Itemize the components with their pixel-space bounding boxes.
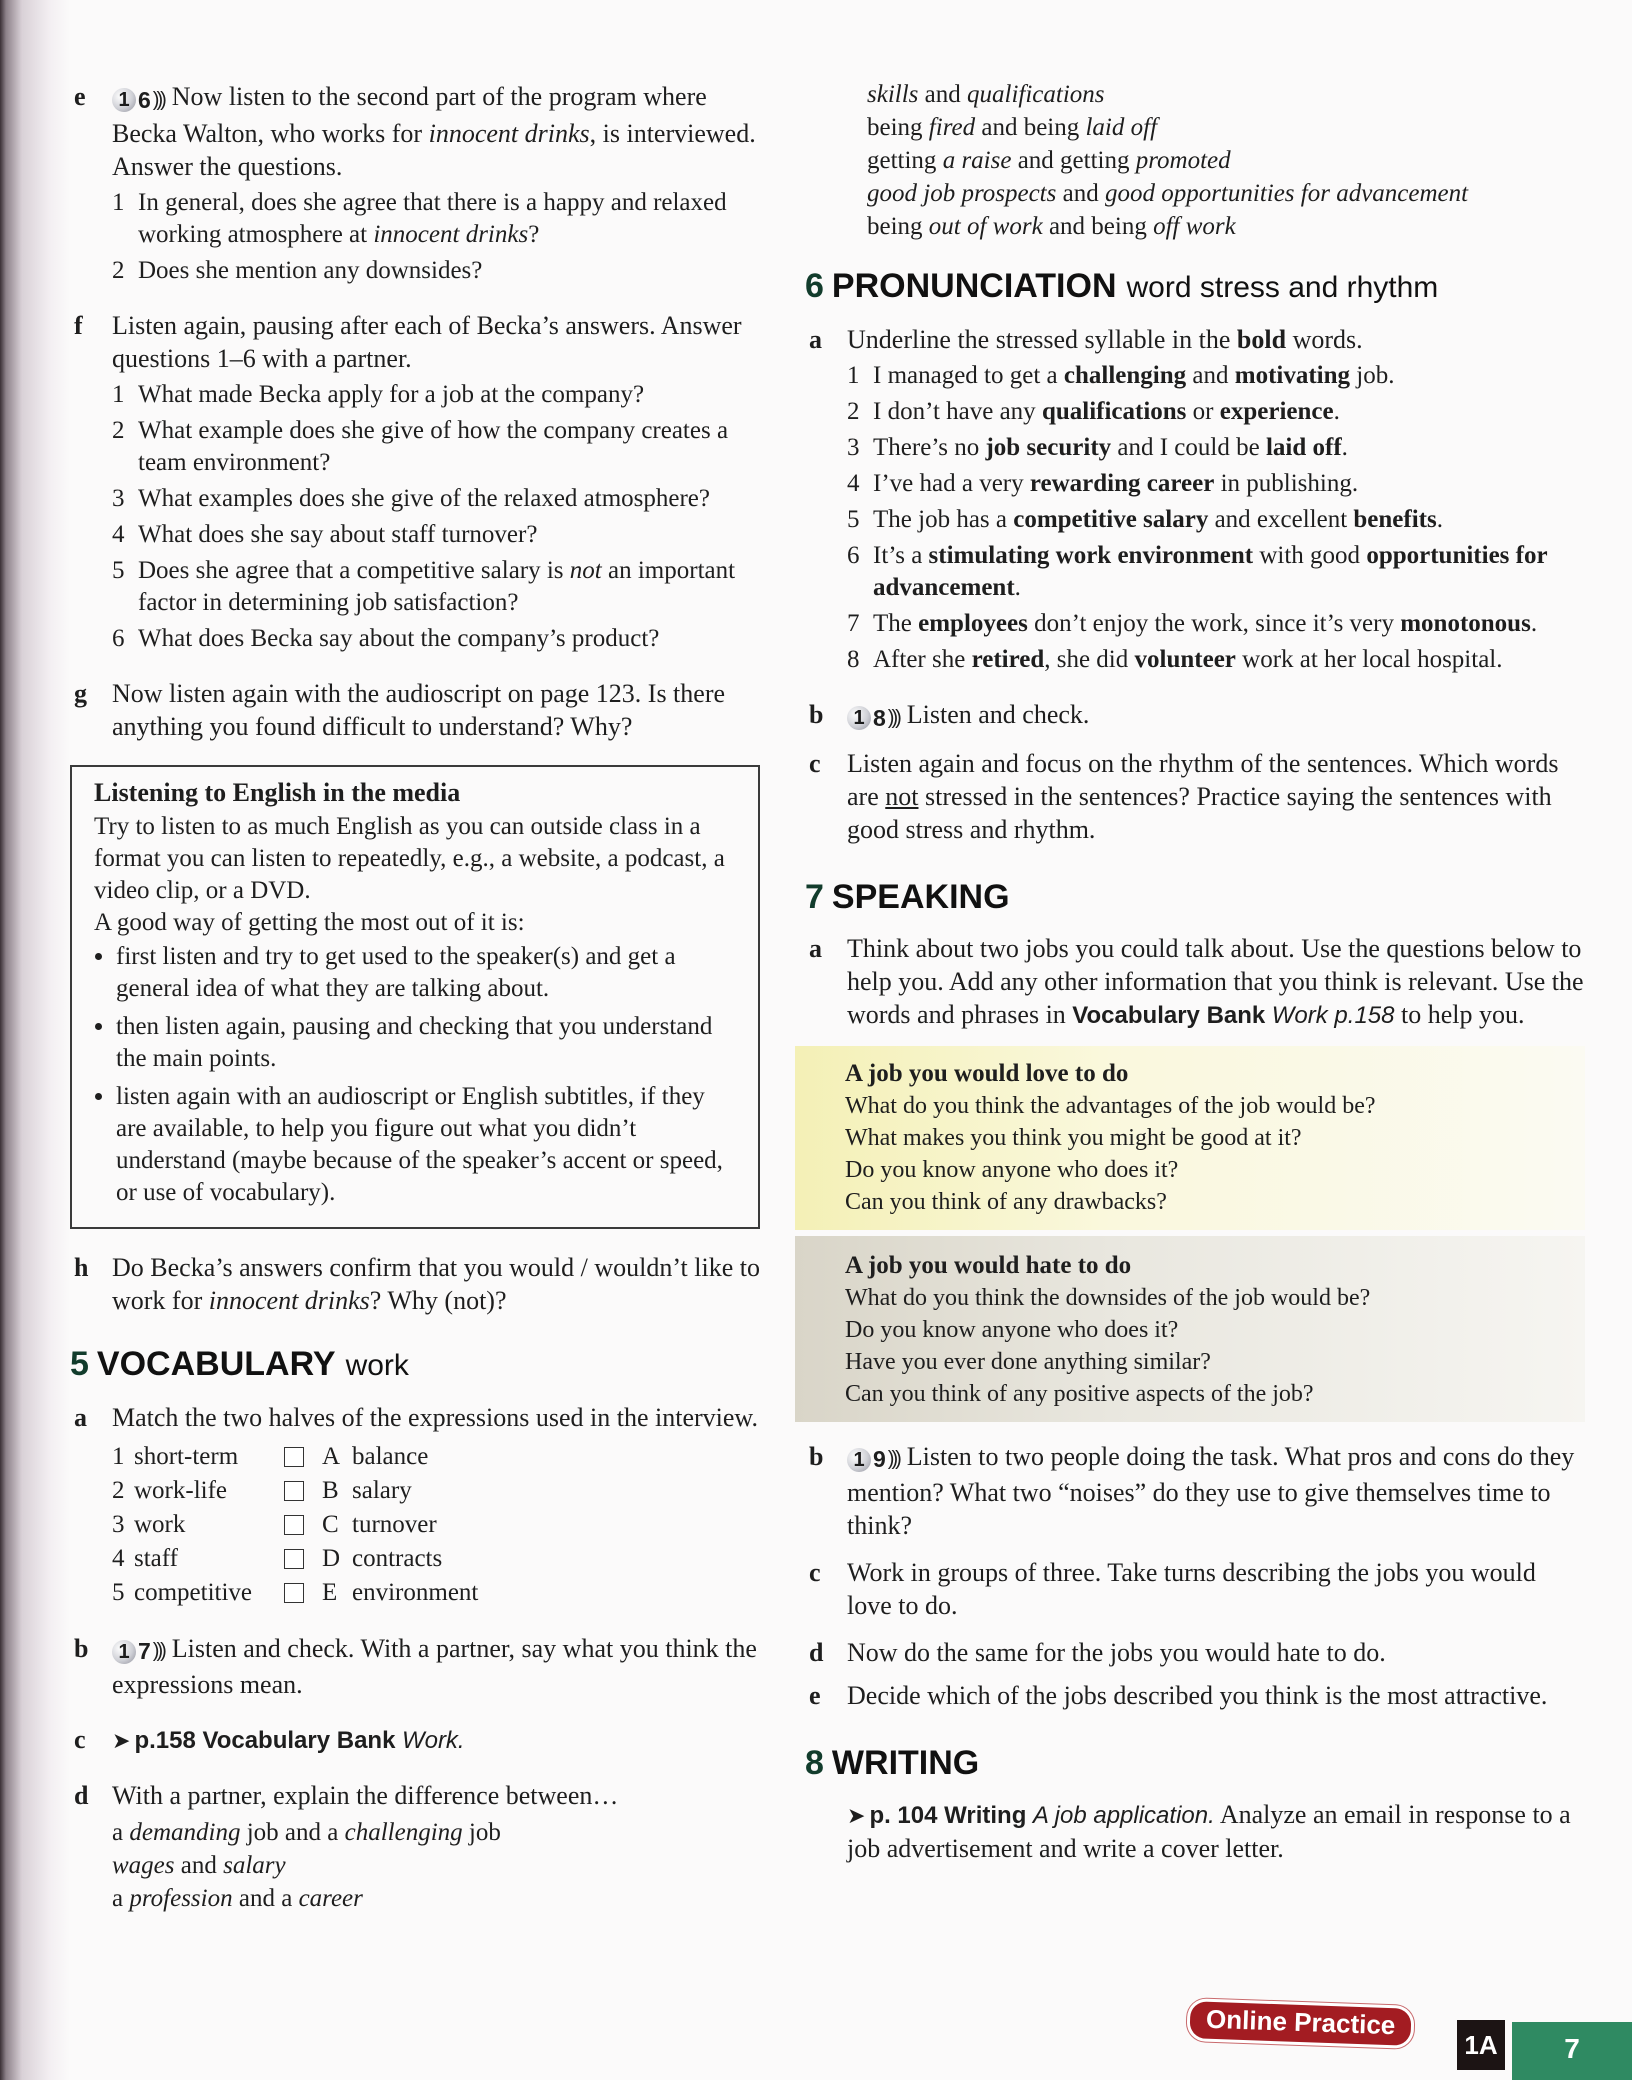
- audio-waves-icon: ))): [152, 1640, 164, 1662]
- tip-bullet: • first listen and try to get used to the speaker(s) and get a general idea of what they are talking about.: [116, 941, 740, 1005]
- word-pair: getting a raise and getting promoted: [867, 147, 1231, 174]
- prompt-question: Do you know anyone who does it?: [845, 1156, 1179, 1183]
- exercise-4f: f Listen again, pausing after each of Becka’s answers. Answer questions 1–6 with a partner. 1 What made Becka apply for a job at the company? 2 What example does she give of how the company creates a team environment? 3 What examples does she give of the relaxed atmosphere? 4 What does she say about staff turnover? 5 Does she agree that a competitive salary is not an important factor in determining job satisfaction? 6 What does Becka say about the company’s product?: [70, 309, 760, 655]
- sentence-item: 4 I’ve had a very rewarding career in publishing.: [847, 470, 1359, 497]
- love-job-box: [795, 1046, 1585, 1230]
- exercise-5c: [70, 1723, 760, 1757]
- love-job-title: A job you would love to do: [845, 1059, 1129, 1087]
- exercise-4g: g Now listen again with the audioscript on page 123. Is there anything you found difficult to understand? Why?: [74, 678, 726, 741]
- hate-job-box: [795, 1236, 1585, 1422]
- hate-job-title: A job you would hate to do: [845, 1251, 1132, 1279]
- tip-bullet: • listen again with an audioscript or English subtitles, if they are available, to help you figure out what you didn’t understand (maybe because of the speaker’s accent or speed, or use of vocabulary).: [116, 1081, 740, 1209]
- left-column: [70, 80, 760, 1937]
- speaking-prompt-boxes: [795, 1046, 1585, 1422]
- sentence-item: 5 The job has a competitive salary and excellent benefits.: [847, 506, 1443, 533]
- sentence-item: 8 After she retired, she did volunteer work at her local hospital.: [847, 646, 1503, 673]
- answer-checkbox[interactable]: [284, 1481, 304, 1501]
- section-number: 5: [70, 1344, 89, 1383]
- exercise-letter: b: [809, 1441, 824, 1471]
- section-heading-speaking: 7 SPEAKING: [805, 877, 1010, 916]
- section-heading-vocabulary: 5 VOCABULARY work: [70, 1344, 409, 1383]
- word-pair: being out of work and being off work: [867, 213, 1236, 240]
- exercise-letter: c: [809, 1558, 821, 1587]
- arrow-icon: ➤: [847, 1803, 866, 1828]
- section-heading-writing: 8 WRITING: [805, 1744, 980, 1782]
- exercise-letter: a: [809, 933, 822, 963]
- word-pair: wages and salary: [112, 1852, 286, 1879]
- sentence-item: 3 There’s no job security and I could be laid off.: [847, 434, 1348, 461]
- word-pair-list-continued: [867, 78, 1585, 243]
- exercise-letter: f: [74, 310, 83, 340]
- question-item: 2 Does she mention any downsides?: [112, 256, 483, 284]
- prompt-question: Can you think of any drawbacks?: [845, 1188, 1167, 1215]
- word-pair: a profession and a career: [112, 1885, 363, 1912]
- exercise-7b: b 1 9 ))) Listen to two people doing the task. What pros and cons do they mention? What two “noises” do they use to give themselves time to think?: [809, 1441, 1575, 1540]
- word-pair: being fired and being laid off: [867, 114, 1158, 141]
- exercise-letter: c: [809, 748, 821, 778]
- match-row: 2 work-life B salary: [112, 1476, 412, 1504]
- tip-box-lead: A good way of getting the most out of it is:: [94, 908, 525, 936]
- sentence-item: 6 It’s a stimulating work environment with good opportunities for advancement.: [847, 542, 1548, 601]
- exercise-letter: d: [74, 1781, 89, 1810]
- section-number: 6: [805, 267, 824, 305]
- answer-checkbox[interactable]: [284, 1549, 304, 1569]
- book-spine-shadow: [0, 0, 70, 2080]
- exercise-letter: b: [74, 1633, 89, 1663]
- answer-checkbox[interactable]: [284, 1583, 304, 1603]
- audio-track-button[interactable]: 1 7 ))): [112, 1635, 168, 1668]
- exercise-letter: g: [74, 678, 87, 708]
- writing-task: ➤ p. 104 Writing A job application. Analyze an email in response to a job advertisement and write a cover letter.: [847, 1800, 1571, 1863]
- sentence-item: 7 The employees don’t enjoy the work, since it’s very monotonous.: [847, 610, 1538, 637]
- prompt-question: What do you think the downsides of the job would be?: [845, 1284, 1371, 1311]
- tip-bullet: • then listen again, pausing and checking that you understand the main points.: [116, 1011, 740, 1075]
- prompt-question: Can you think of any positive aspects of the job?: [845, 1380, 1314, 1407]
- tip-box-bullets: [94, 941, 740, 1209]
- arrow-icon: ➤: [112, 1728, 131, 1753]
- word-pair: skills and qualifications: [867, 81, 1105, 108]
- tip-box-title: Listening to English in the media: [94, 777, 461, 807]
- question-item: 4 What does she say about staff turnover?: [112, 520, 538, 548]
- exercise-letter: a: [809, 325, 822, 354]
- prompt-question: Have you ever done anything similar?: [845, 1348, 1211, 1375]
- online-practice-button[interactable]: Online Practice: [1189, 2001, 1411, 2046]
- match-row: 3 work C turnover: [112, 1510, 437, 1538]
- exercise-6a: a Underline the stressed syllable in the bold words. 1 I managed to get a challenging and motivating job. 2 I don’t have any qualifications or experience. 3 There’s no job security and I could be laid off. 4 I’ve had a very rewarding career in publishing. 5 The job has a competitive salary and excellent benefits. 6 It’s a stimulating work environment with good opportunities for advancement. 7 The employees don’t enjoy the work, since it’s very monotonous. 8 After she retired, she did volunteer work at her local hospital.: [805, 323, 1585, 676]
- audio-track-button[interactable]: 1 6 ))): [112, 84, 168, 117]
- cd-icon: 1: [847, 706, 871, 730]
- exercise-letter: e: [809, 1681, 821, 1710]
- exercise-7e: e Decide which of the jobs described you think is the most attractive.: [809, 1681, 1548, 1710]
- question-item: 3 What examples does she give of the relaxed atmosphere?: [112, 484, 710, 512]
- answer-checkbox[interactable]: [284, 1515, 304, 1535]
- page-number: 7: [1512, 2022, 1632, 2080]
- question-list: [112, 187, 760, 287]
- matching-list: [112, 1440, 760, 1610]
- match-row: 1 short-term A balance: [112, 1442, 429, 1470]
- question-list: [112, 379, 760, 655]
- tip-box-listening-media: [70, 765, 760, 1229]
- question-item: 1 What made Becka apply for a job at the company?: [112, 380, 645, 408]
- word-pair: good job prospects and good opportunities for advancement: [867, 180, 1469, 207]
- sentence-item: 1 I managed to get a challenging and motivating job.: [847, 362, 1395, 389]
- exercise-7a: a Think about two jobs you could talk about. Use the questions below to help you. Add any other information that you think is relevant. Use the words and phrases in Vocabulary Bank Work p.158 to help you.: [809, 933, 1584, 1029]
- prompt-question: Do you know anyone who does it?: [845, 1316, 1179, 1343]
- audio-track-button[interactable]: 1 9 ))): [847, 1443, 903, 1476]
- question-item: 2 What example does she give of how the company creates a team environment?: [112, 416, 729, 476]
- tip-box-intro: Try to listen to as much English as you can outside class in a format you can listen to repeatedly, e.g., a website, a podcast, a video clip, or a DVD.: [94, 812, 725, 904]
- section-heading-pronunciation: 6 PRONUNCIATION word stress and rhythm: [805, 267, 1439, 305]
- exercise-letter: d: [809, 1638, 824, 1667]
- sentence-list: [847, 360, 1585, 676]
- sentence-item: 2 I don’t have any qualifications or experience.: [847, 398, 1340, 425]
- exercise-6b: b 1 8 ))) Listen and check.: [805, 698, 1585, 735]
- audio-waves-icon: ))): [152, 88, 164, 111]
- cd-icon: 1: [112, 1640, 136, 1664]
- exercise-6c: c Listen again and focus on the rhythm of the sentences. Which words are not stressed in the sentences? Practice saying the sentences with good stress and rhythm.: [809, 748, 1559, 844]
- exercise-letter: a: [74, 1402, 87, 1432]
- prompt-question: What makes you think you might be good at it?: [845, 1124, 1302, 1151]
- audio-waves-icon: ))): [887, 706, 899, 729]
- exercise-4h: h Do Becka’s answers confirm that you would / wouldn’t like to work for innocent drinks? Why (not)?: [74, 1252, 760, 1315]
- question-item: 1 In general, does she agree that there is a happy and relaxed working atmosphere at innocent drinks?: [112, 188, 727, 248]
- exercise-7d: d Now do the same for the jobs you would hate to do.: [809, 1638, 1386, 1667]
- exercise-5b: b 1 7 ))) Listen and check. With a partner, say what you think the expressions mean.: [74, 1633, 757, 1699]
- cd-icon: 1: [847, 1448, 871, 1472]
- exercise-letter: h: [74, 1252, 89, 1282]
- question-item: 5 Does she agree that a competitive salary is not an important factor in determining job satisfaction?: [112, 556, 736, 616]
- prompt-question: What do you think the advantages of the job would be?: [845, 1092, 1376, 1119]
- exercise-5a: a Match the two halves of the expressions used in the interview. 1 short-term A balance 2 work-life B salary 3 work C turnover 4 staff D contracts 5 competitive E environment: [70, 1401, 760, 1610]
- word-pair: a demanding job and a challenging job: [112, 1819, 501, 1846]
- vocabulary-bank-ref: Vocabulary Bank: [1072, 1001, 1266, 1029]
- vocabulary-bank-link[interactable]: ➤ p.158 Vocabulary Bank Work.: [112, 1727, 465, 1754]
- exercise-4e: e 1 6 ))) Now listen to the second part of the program where Becka Walton, who works for innocent drinks, is interviewed. Answer the questions. 1 In general, does she agree that there is a happy and relaxed working atmosphere at innocent drinks? 2 Does she mention any downsides?: [70, 80, 760, 287]
- exercise-5d: d With a partner, explain the difference between… a demanding job and a challenging job wages and salary a profession and a career: [70, 1779, 760, 1915]
- match-row: 5 competitive E environment: [112, 1578, 479, 1606]
- writing-page-link[interactable]: ➤ p. 104 Writing A job application.: [847, 1802, 1215, 1829]
- word-pair-list: [112, 1816, 760, 1915]
- match-row: 4 staff D contracts: [112, 1544, 443, 1572]
- section-number: 8: [805, 1744, 824, 1782]
- exercise-letter: b: [809, 700, 824, 729]
- unit-label: 1A: [1457, 2020, 1505, 2070]
- section-number: 7: [805, 877, 824, 916]
- question-item: 6 What does Becka say about the company’s product?: [112, 624, 660, 652]
- audio-waves-icon: ))): [887, 1448, 899, 1470]
- exercise-letter: c: [74, 1725, 86, 1754]
- audio-track-button[interactable]: 1 8 ))): [847, 702, 903, 735]
- answer-checkbox[interactable]: [284, 1447, 304, 1467]
- exercise-7c: c Work in groups of three. Take turns describing the jobs you would love to do.: [809, 1558, 1536, 1620]
- cd-icon: 1: [112, 88, 136, 112]
- right-column: [805, 80, 1585, 1887]
- exercise-letter: e: [74, 82, 86, 111]
